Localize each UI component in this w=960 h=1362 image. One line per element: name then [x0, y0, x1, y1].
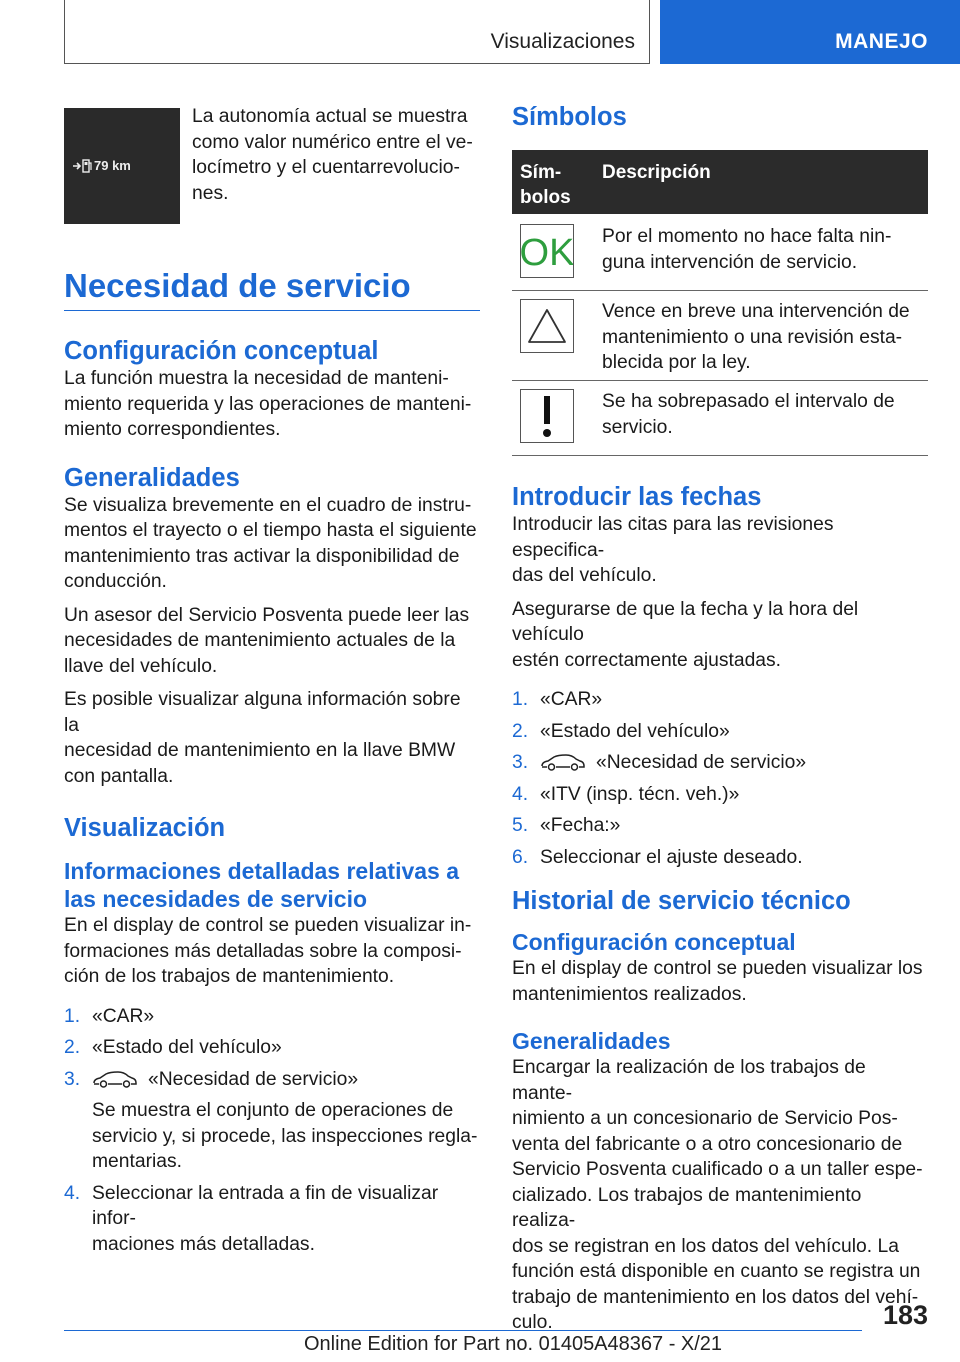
paragraph-line: estén correctamente ajustadas. [512, 649, 782, 671]
chapter-tab [660, 0, 960, 64]
left-body [64, 336, 480, 1263]
paragraph-line: Encargar la realización de los trabajos de mante- [512, 1057, 866, 1104]
heading-details: las necesidades de servicio [64, 886, 368, 912]
paragraph-line: necesidades de mantenimiento actuales de la [64, 630, 456, 651]
paragraph-line: cializado. Los trabajos de mantenimiento realiza- [512, 1184, 862, 1231]
caption-line: nes. [192, 182, 229, 204]
paragraph-line: Es posible visualizar alguna información sobre la [64, 689, 461, 736]
list-item: 3. «Necesidad de servicio» Se muestra el conjunto de operaciones de servicio y, si procede, las inspecciones regla- mentarias. [64, 1068, 478, 1172]
car-icon [92, 1071, 138, 1089]
paragraph-line: conducción. [64, 571, 167, 592]
paragraph-line: En el display de control se pueden visualizar in- [64, 915, 472, 936]
column-header-symbols: Sím- bolos [520, 162, 571, 208]
column-header-description: Descripción [602, 162, 711, 183]
exclamation-icon [520, 389, 574, 443]
ok-icon [520, 224, 574, 278]
table-row [512, 214, 928, 291]
chapter-tab-label: MANEJO [835, 30, 928, 53]
heading-display: Visualización [64, 814, 226, 842]
footer-edition: Online Edition for Part no. 01405A48367 - X/21 [304, 1333, 723, 1355]
heading-concept: Configuración conceptual [512, 929, 796, 955]
warning-triangle-icon [520, 299, 574, 353]
heading-dates: Introducir las fechas [512, 483, 762, 511]
heading-concept: Configuración conceptual [64, 337, 379, 365]
paragraph-line: En el display de control se pueden visualizar los [512, 958, 923, 979]
paragraph-line: trabajo de mantenimiento en los datos del vehí- [512, 1286, 919, 1308]
range-caption [192, 104, 482, 206]
paragraph-line: miento requerida y las operaciones de manteni- [64, 393, 472, 415]
paragraph-line: mantenimientos realizados. [512, 983, 747, 1005]
range-display-image [64, 108, 180, 224]
paragraph-line: llave del vehículo. [64, 655, 218, 677]
paragraph-line: mantenimiento tras activar la disponibilidad de [64, 545, 460, 567]
list-item: 3. «Necesidad de servicio» [512, 752, 807, 773]
heading-general: Generalidades [64, 463, 240, 492]
heading-general: Generalidades [512, 1028, 671, 1054]
page-header [0, 0, 960, 66]
caption-line: como valor numérico entre el ve- [192, 131, 473, 153]
paragraph-line: ción de los trabajos de mantenimiento. [64, 966, 395, 987]
heading-symbols: Símbolos [512, 103, 627, 131]
list-item: 6. Seleccionar el ajuste deseado. [512, 846, 803, 868]
section-title: Visualizaciones [490, 30, 635, 53]
symbol-description: Se ha sobrepasado el intervalo de servicio. [602, 391, 895, 438]
paragraph-line: función está disponible en cuanto se registra un [512, 1261, 921, 1282]
car-icon [540, 754, 586, 772]
heading-symbols-wrap [512, 102, 928, 132]
paragraph-line: Un asesor del Servicio Posventa puede leer las [64, 604, 470, 626]
paragraph-line: dos se registran en los datos del vehículo. La [512, 1235, 899, 1257]
list-item: 2. «Estado del vehículo» [64, 1037, 282, 1058]
list-item: 4. Seleccionar la entrada a fin de visualizar infor- maciones más detalladas. [64, 1182, 439, 1255]
section-title-box [64, 0, 650, 64]
page-number: 183 [882, 1300, 928, 1330]
symbol-description: Por el momento no hace falta nin- guna intervención de servicio. [602, 226, 892, 273]
heading-service-need [64, 266, 480, 311]
heading-details: Informaciones detalladas relativas a [64, 858, 460, 884]
paragraph-line: formaciones más detalladas sobre la composi- [64, 940, 462, 962]
svg-text:OK: OK [521, 232, 573, 274]
paragraph-line: La función muestra la necesidad de manteni- [64, 368, 449, 389]
range-value: 79 km [94, 158, 131, 173]
right-body [512, 482, 928, 1336]
paragraph-line: culo. [512, 1312, 553, 1333]
list-item: 2. «Estado del vehículo» [512, 720, 730, 742]
list-item: 5. «Fecha:» [512, 815, 621, 836]
paragraph-line: Introducir las citas para las revisiones especifica- [512, 514, 834, 561]
paragraph-line: Se visualiza brevemente en el cuadro de instru- [64, 494, 472, 516]
list-item: 1. «CAR» [512, 689, 603, 710]
paragraph-line: Servicio Posventa cualificado o a un taller espe- [512, 1159, 923, 1180]
paragraph-line: venta del fabricante o a otro concesionario de [512, 1133, 903, 1155]
caption-line: locímetro y el cuentarrevolucio- [192, 157, 460, 178]
table-row [512, 291, 928, 381]
section-heading: Necesidad de servicio [64, 267, 411, 304]
paragraph-line: Asegurarse de que la fecha y la hora del vehículo [512, 598, 859, 645]
caption-line: La autonomía actual se muestra [192, 106, 468, 127]
paragraph-line: miento correspondientes. [64, 419, 281, 440]
steps-list [64, 1004, 480, 1258]
paragraph-line: nimiento a un concesionario de Servicio Pos- [512, 1108, 898, 1129]
footer-divider [64, 1330, 862, 1331]
table-row [512, 381, 928, 456]
list-item: 1. «CAR» [64, 1005, 155, 1027]
paragraph-line: necesidad de mantenimiento en la llave BMW [64, 740, 456, 761]
heading-history: Historial de servicio técnico [512, 887, 851, 915]
paragraph-line: mentos el trayecto o el tiempo hasta el siguiente [64, 520, 477, 541]
paragraph-line: con pantalla. [64, 765, 174, 787]
symbol-description: Vence en breve una intervención de mantenimiento o una revisión esta- blecida por la ley. [602, 301, 910, 373]
fuel-pump-icon [72, 158, 94, 174]
symbols-table-header [512, 150, 928, 214]
paragraph-line: das del vehículo. [512, 565, 657, 586]
list-item: 4. «ITV (insp. técn. veh.)» [512, 783, 740, 805]
steps-list [512, 687, 928, 870]
